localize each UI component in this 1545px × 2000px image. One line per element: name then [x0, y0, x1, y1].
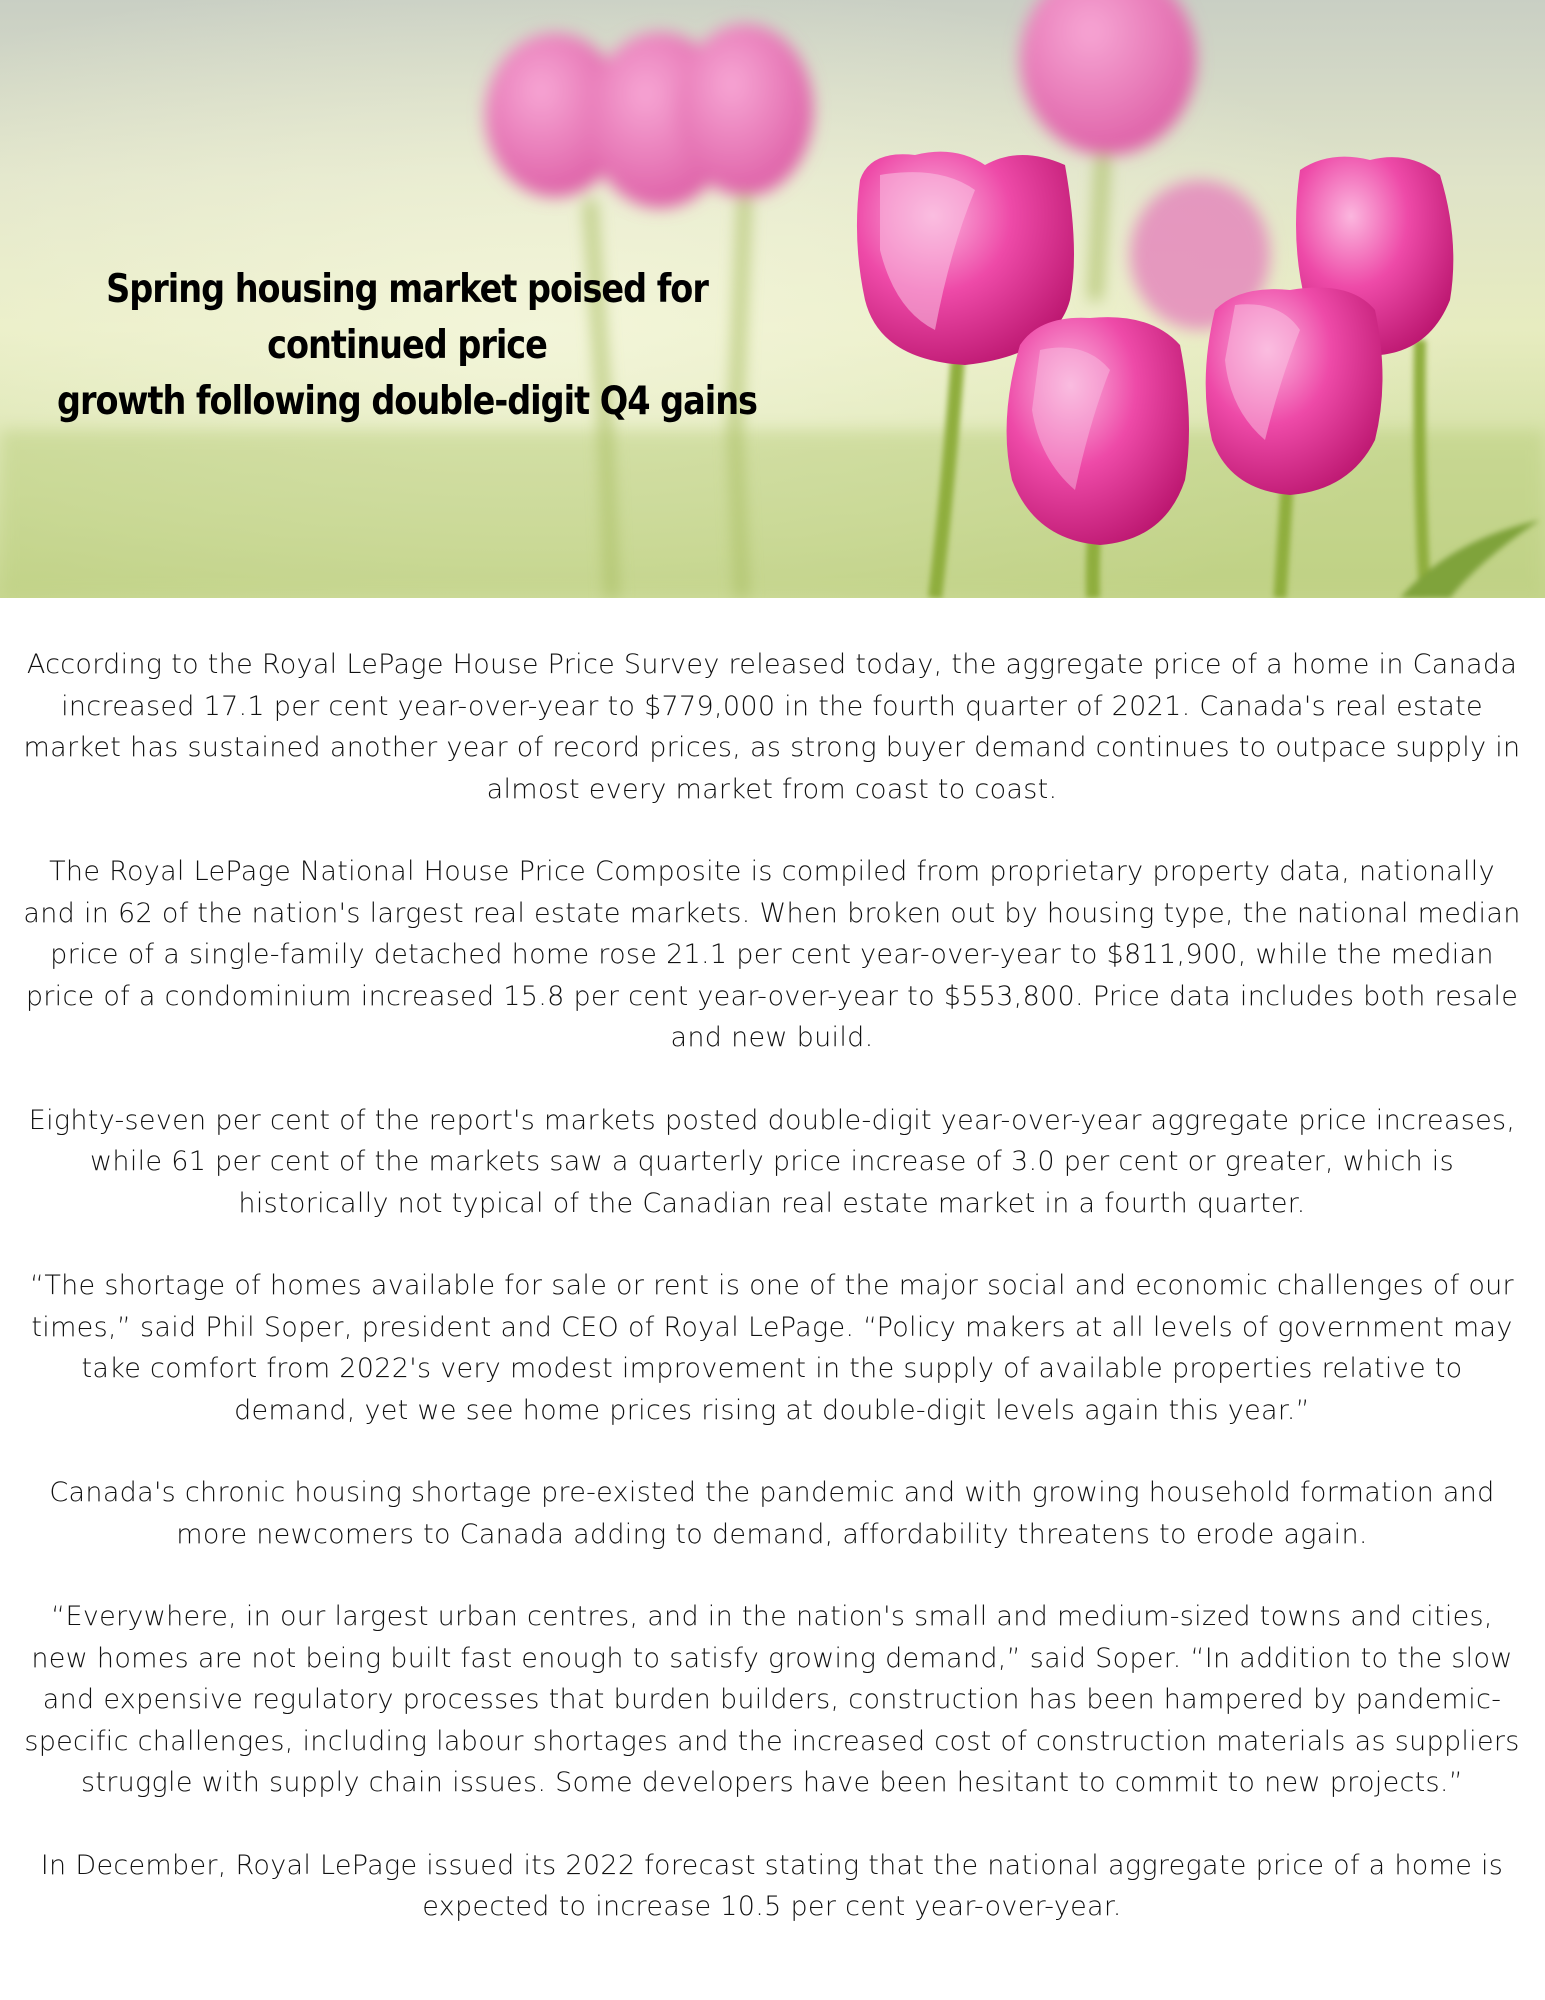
headline-line-2: growth following double-digit Q4 gains: [56, 379, 757, 424]
hero-banner: [0, 0, 1545, 598]
paragraph-soper-quote-construction: “Everywhere, in our largest urban centres, and in the nation's small and medium-sized towns and cities, new homes are not being built fast enough to satisfy growing demand,” said Soper. “In addition to the slow and expensive regulatory processes that burden builders, construction has been hampered by pandemic-specific challenges, including labour shortages and the increased cost of construction materials as suppliers struggle with supply chain issues. Some developers have been hesitant to commit to new projects.”: [24, 1601, 1520, 1798]
paragraph-market-increases: Eighty-seven per cent of the report's markets posted double-digit year-over-year aggregate price increases, while 61 per cent of the markets saw a quarterly price increase of 3.0 per cent or greater, which is historically not typical of the Canadian real estate market in a fourth quarter.: [28, 1104, 1516, 1219]
paragraph-soper-quote-shortage: “The shortage of homes available for sale or rent is one of the major social and economic challenges of our times,” said Phil Soper, president and CEO of Royal LePage. “Policy makers at all levels of government may take comfort from 2022's very modest improvement in the supply of available properties relative to demand, yet we see home prices rising at double-digit levels again this year.”: [30, 1270, 1514, 1426]
paragraph-forecast: In December, Royal LePage issued its 2022 forecast stating that the national aggregate price of a home is expected to increase 10.5 per cent year-over-year.: [40, 1849, 1504, 1922]
article-body: [22, 644, 1522, 1969]
paragraph-survey-results: According to the Royal LePage House Price Survey released today, the aggregate price of a home in Canada increased 17.1 per cent year-over-year to $779,000 in the fourth quarter of 2021. Canada's real estate market has sustained another year of record prices, as strong buyer demand continues to outpace supply in almost every market from coast to coast.: [23, 649, 1521, 805]
headline-line-1: Spring housing market poised for continued price: [106, 267, 708, 368]
paragraph-chronic-shortage: Canada's chronic housing shortage pre-existed the pandemic and with growing household formation and more newcomers to Canada adding to demand, affordability threatens to erode again.: [49, 1477, 1495, 1550]
headline: [20, 262, 794, 430]
paragraph-price-composite: The Royal LePage National House Price Composite is compiled from proprietary property data, nationally and in 62 of the nation's largest real estate markets. When broken out by housing type, the national median price of a single-family detached home rose 21.1 per cent year-over-year to $811,900, while the median price of a condominium increased 15.8 per cent year-over-year to $553,800. Price data includes both resale and new build.: [23, 856, 1521, 1053]
